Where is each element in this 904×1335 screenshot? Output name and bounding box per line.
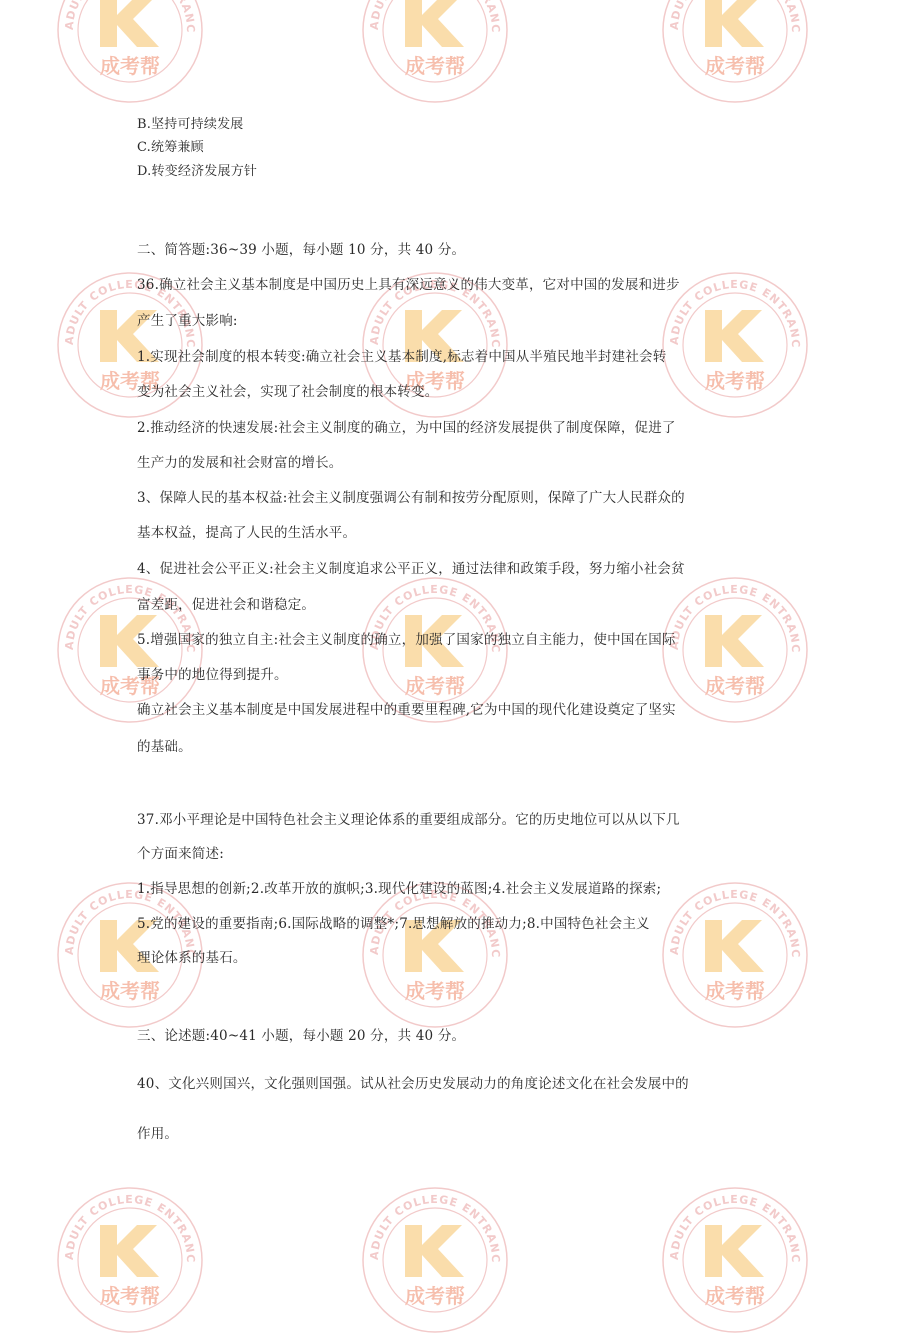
watermark-logo	[360, 0, 510, 105]
svg-text:成考帮: 成考帮	[405, 1284, 465, 1308]
q36-line: 基本权益，提高了人民的生活水平。	[137, 525, 357, 541]
watermark-logo	[660, 1185, 810, 1335]
svg-text:成考帮: 成考帮	[705, 54, 765, 78]
q40-line: 作用。	[137, 1126, 179, 1142]
q36-line: 的基础。	[137, 739, 192, 755]
q37-line: 37.邓小平理论是中国特色社会主义理论体系的重要组成部分。它的历史地位可以从以下几	[137, 812, 680, 828]
section-heading-short-answer: 二、简答题:36~39 小题，每小题 10 分，共 40 分。	[137, 242, 466, 258]
svg-text:成考帮: 成考帮	[100, 1284, 160, 1308]
watermark-logo	[660, 270, 810, 420]
watermark-logo	[360, 880, 510, 1030]
q36-line: 1.实现社会制度的根本转变:确立社会主义基本制度,标志着中国从半殖民地半封建社会转	[137, 349, 667, 365]
svg-text:成考帮: 成考帮	[100, 54, 160, 78]
q36-line: 36.确立社会主义基本制度是中国历史上具有深远意义的伟大变革，它对中国的发展和进步	[137, 277, 680, 293]
q36-line: 2.推动经济的快速发展:社会主义制度的确立，为中国的经济发展提供了制度保障，促进了	[137, 420, 676, 436]
q36-line: 产生了重大影响:	[137, 313, 238, 329]
option-c: C.统筹兼顾	[137, 140, 204, 155]
watermark-logo	[660, 880, 810, 1030]
svg-text:成考帮: 成考帮	[100, 369, 160, 393]
svg-text:成考帮: 成考帮	[705, 369, 765, 393]
q40-line: 40、文化兴则国兴，文化强则国强。试从社会历史发展动力的角度论述文化在社会发展中的	[137, 1076, 689, 1092]
q36-line: 变为社会主义社会，实现了社会制度的根本转变。	[137, 384, 439, 400]
section-heading-essay: 三、论述题:40~41 小题，每小题 20 分，共 40 分。	[137, 1028, 466, 1044]
q36-line: 3、保障人民的基本权益:社会主义制度强调公有制和按劳分配原则，保障了广大人民群众的	[137, 490, 685, 506]
q36-line: 生产力的发展和社会财富的增长。	[137, 455, 343, 471]
svg-text:成考帮: 成考帮	[705, 674, 765, 698]
svg-text:成考帮: 成考帮	[100, 979, 160, 1003]
q37-line: 5.党的建设的重要指南;6.国际战略的调整*;7.思想解放的推动力;8.中国特色社会主义	[137, 916, 650, 932]
svg-text:成考帮: 成考帮	[705, 1284, 765, 1308]
watermark-logo	[55, 1185, 205, 1335]
option-d: D.转变经济发展方针	[137, 164, 258, 179]
svg-text:成考帮: 成考帮	[405, 369, 465, 393]
svg-text:成考帮: 成考帮	[405, 674, 465, 698]
q37-line: 理论体系的基石。	[137, 950, 247, 966]
q36-line: 5.增强国家的独立自主:社会主义制度的确立，加强了国家的独立自主能力，使中国在国际	[137, 632, 676, 648]
q37-line: 个方面来简述:	[137, 846, 224, 862]
q37-line: 1.指导思想的创新;2.改革开放的旗帜;3.现代化建设的蓝图;4.社会主义发展道路的探索;	[137, 881, 662, 897]
svg-text:成考帮: 成考帮	[100, 674, 160, 698]
watermark-logo	[55, 0, 205, 105]
svg-text:成考帮: 成考帮	[405, 979, 465, 1003]
q36-line: 事务中的地位得到提升。	[137, 667, 288, 683]
q36-line: 4、促进社会公平正义:社会主义制度追求公平正义，通过法律和政策手段，努力缩小社会贫	[137, 561, 685, 577]
option-b: B.坚持可持续发展	[137, 117, 244, 132]
q36-line: 富差距，促进社会和谐稳定。	[137, 597, 316, 613]
watermark-logo	[660, 575, 810, 725]
q36-line: 确立社会主义基本制度是中国发展进程中的重要里程碑,它为中国的现代化建设奠定了坚实	[137, 702, 676, 718]
svg-text:成考帮: 成考帮	[705, 979, 765, 1003]
watermark-logo	[360, 1185, 510, 1335]
watermark-logo	[660, 0, 810, 105]
svg-text:成考帮: 成考帮	[405, 54, 465, 78]
